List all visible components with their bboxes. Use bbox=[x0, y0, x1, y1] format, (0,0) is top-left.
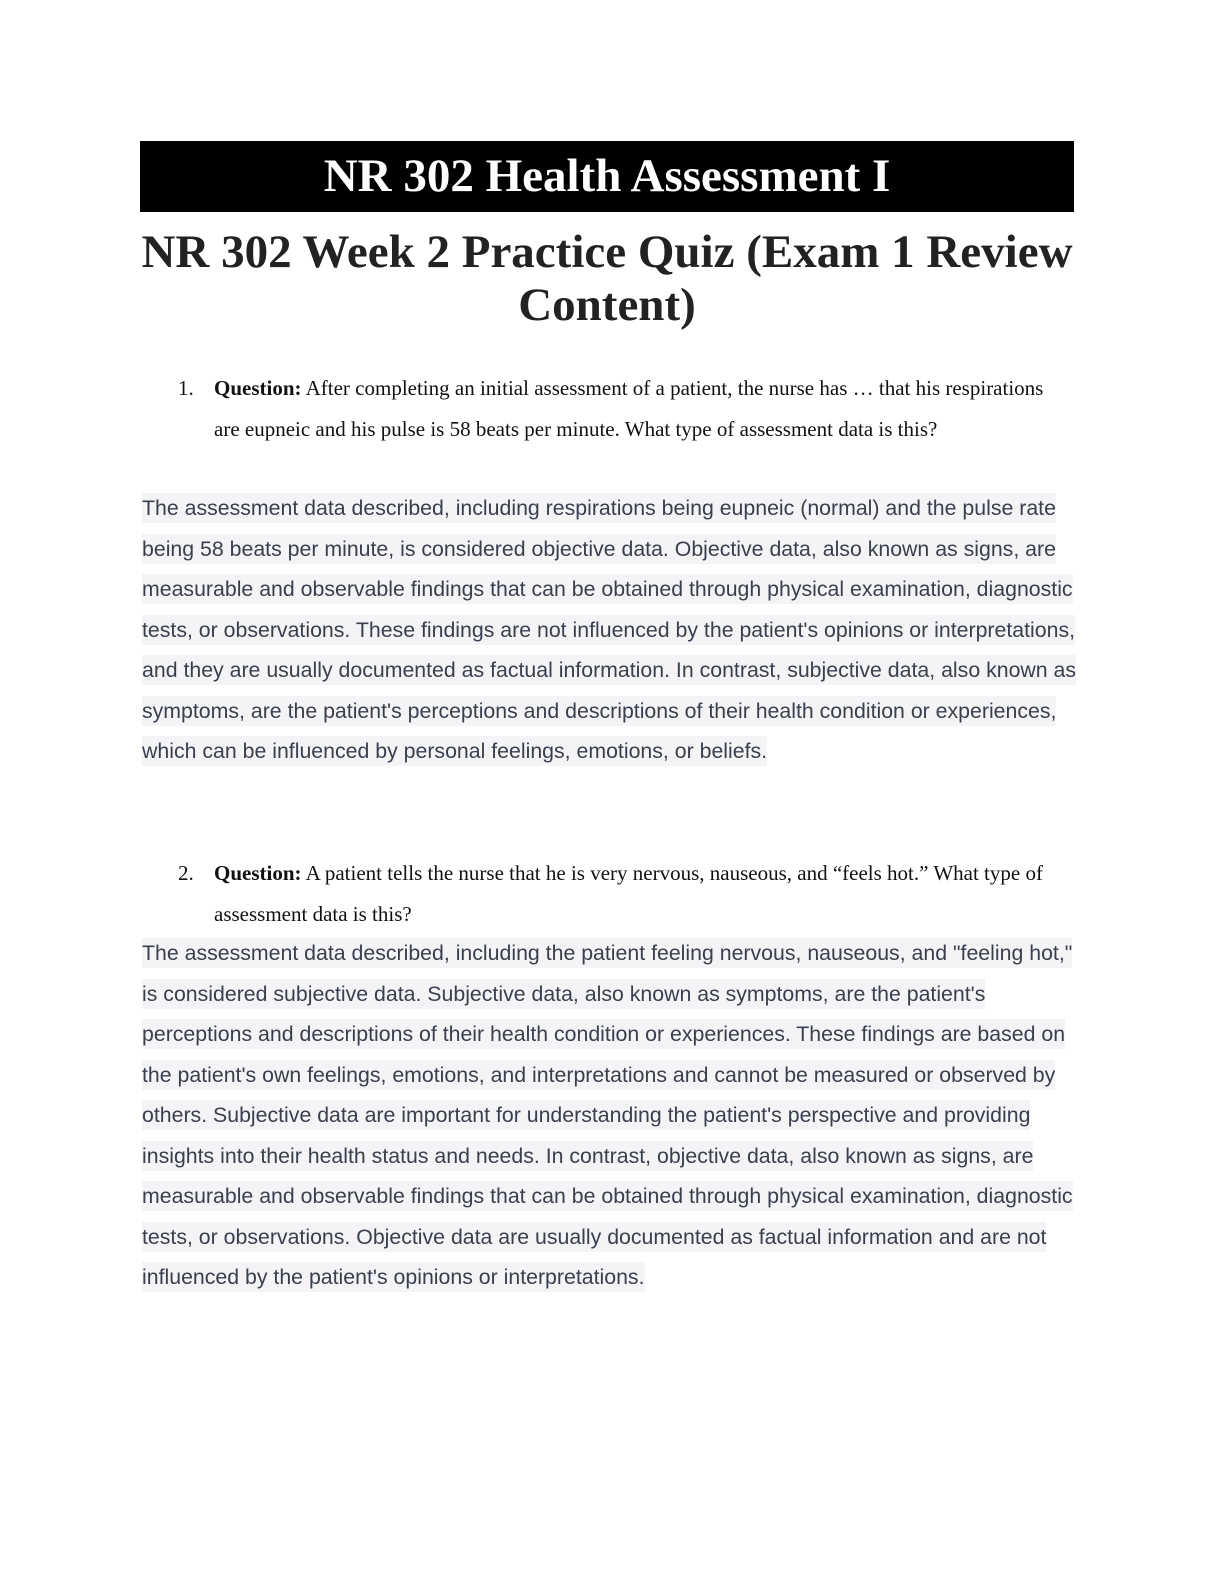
question-item bbox=[178, 368, 1064, 450]
question-number: 1. bbox=[178, 376, 194, 400]
question-item bbox=[178, 853, 1064, 935]
answer-paragraph bbox=[142, 933, 1082, 1298]
answer-paragraph bbox=[142, 488, 1082, 772]
course-banner: NR 302 Health Assessment I bbox=[140, 141, 1074, 212]
question-text: A patient tells the nurse that he is very nervous, nauseous, and “feels hot.” What type of assessment data is this? bbox=[214, 861, 1043, 926]
question-number: 2. bbox=[178, 861, 194, 885]
question-label: Question: bbox=[214, 861, 302, 885]
question-text: After completing an initial assessment of a patient, the nurse has … that his respirations are eupneic and his pulse is 58 beats per minute. What type of assessment data is this? bbox=[214, 376, 1044, 441]
answer-text: The assessment data described, including the patient feeling nervous, nauseous, and "feeling hot," is considered subjective data. Subjective data, also known as symptoms, are the patient's perceptions and descriptions of their health condition or experiences. These findings are based on the patient's own feelings, emotions, and interpretations and cannot be measured or observed by others. Subjective data are important for understanding the patient's perspective and providing insights into their health status and needs. In contrast, objective data, also known as signs, are measurable and observable findings that can be obtained through physical examination, diagnostic tests, or observations. Objective data are usually documented as factual information and are not influenced by the patient's opinions or interpretations. bbox=[142, 938, 1073, 1292]
answer-text: The assessment data described, including respirations being eupneic (normal) and the pulse rate being 58 beats per minute, is considered objective data. Objective data, also known as signs, are measurable and observable findings that can be obtained through physical examination, diagnostic tests, or observations. These findings are not influenced by the patient's opinions or interpretations, and they are usually documented as factual information. In contrast, subjective data, also known as symptoms, are the patient's perceptions and descriptions of their health condition or experiences, which can be influenced by personal feelings, emotions, or beliefs. bbox=[142, 493, 1076, 766]
document-title: NR 302 Week 2 Practice Quiz (Exam 1 Review Content) bbox=[141, 226, 1073, 331]
question-label: Question: bbox=[214, 376, 302, 400]
